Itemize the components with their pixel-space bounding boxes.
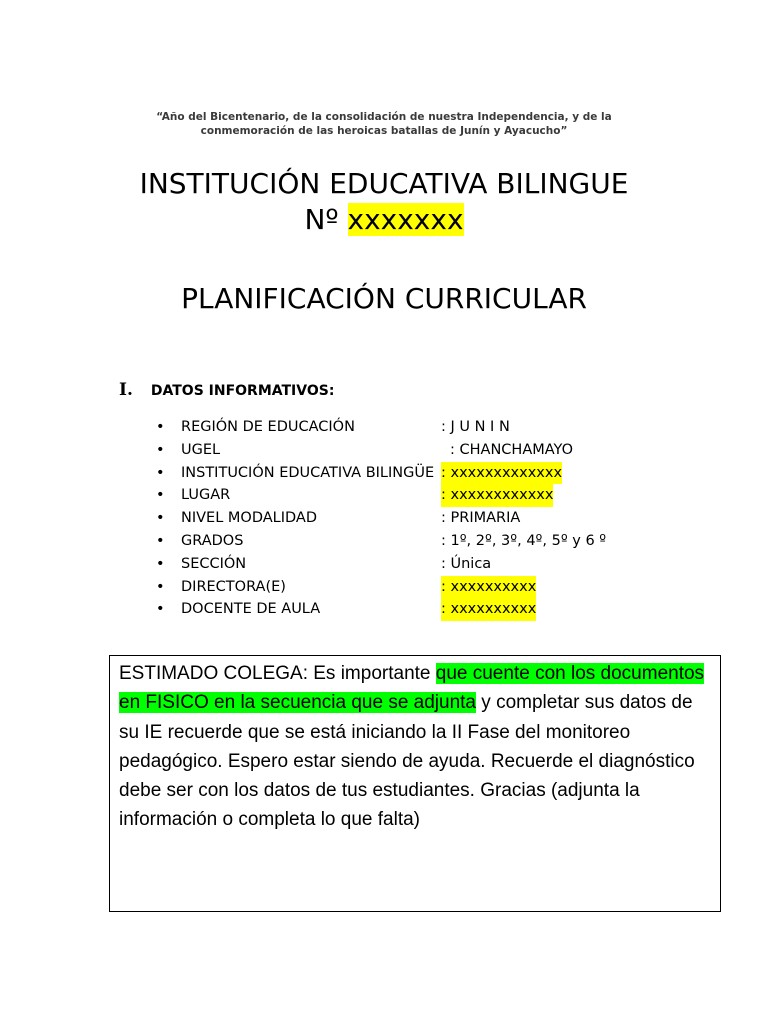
data-value: : xxxxxxxxxx — [441, 576, 536, 599]
list-item — [156, 484, 676, 507]
school-number-prefix: Nº — [304, 203, 348, 236]
bullet-icon: • — [156, 464, 165, 481]
data-list — [156, 416, 676, 621]
data-label: UGEL — [181, 441, 221, 458]
data-label: INSTITUCIÓN EDUCATIVA BILINGÜE — [181, 464, 435, 481]
motto-bold-text: “Año del Bicentenario — [156, 111, 286, 123]
list-item — [156, 553, 676, 576]
header-motto — [120, 110, 648, 138]
list-item — [156, 507, 676, 530]
list-item — [156, 576, 676, 599]
list-item — [156, 462, 676, 485]
data-value: : xxxxxxxxxxxx — [441, 484, 553, 507]
bullet-icon: • — [156, 601, 165, 618]
section-heading — [119, 380, 334, 400]
data-label: SECCIÓN — [181, 555, 247, 572]
notice-text-start: ESTIMADO COLEGA: Es importante — [119, 663, 436, 684]
data-value: : 1º, 2º, 3º, 4º, 5º y 6 º — [441, 532, 607, 549]
data-value: : Única — [441, 555, 492, 572]
data-value: : xxxxxxxxxxxxx — [441, 462, 562, 485]
data-label: GRADOS — [181, 532, 244, 549]
school-title-line1: INSTITUCIÓN EDUCATIVA BILINGUE — [139, 167, 629, 200]
data-label: DIRECTORA(E) — [181, 578, 286, 595]
list-item — [156, 530, 676, 553]
school-number — [0, 202, 768, 238]
list-item — [156, 598, 676, 621]
bullet-icon: • — [156, 532, 165, 549]
notice-box — [109, 655, 721, 912]
list-item — [156, 439, 676, 462]
data-value: : J U N I N — [441, 419, 510, 435]
bullet-icon: • — [156, 487, 165, 504]
school-title — [0, 166, 768, 202]
data-label: NIVEL MODALIDAD — [181, 510, 317, 527]
bullet-icon: • — [156, 419, 165, 435]
bullet-icon: • — [156, 441, 165, 458]
data-value: : CHANCHAMAYO — [450, 441, 574, 458]
document-title: PLANIFICACIÓN CURRICULAR — [181, 282, 587, 315]
motto-line1-rest: , de la consolidación de nuestra Independencia, y de la — [285, 111, 612, 123]
section-number: I. — [119, 380, 133, 400]
bullet-icon: • — [156, 578, 165, 595]
section-title: DATOS INFORMATIVOS: — [150, 383, 335, 399]
data-label: LUGAR — [181, 487, 231, 504]
data-value: : PRIMARIA — [441, 510, 521, 527]
notice-highlight: que cuente con los documentos en FISICO en la secuencia que se adjunta — [119, 663, 705, 714]
bullet-icon: • — [156, 555, 165, 572]
bullet-icon: • — [156, 510, 165, 527]
data-value: : xxxxxxxxxx — [441, 598, 536, 621]
data-label: REGIÓN DE EDUCACIÓN — [181, 419, 355, 435]
data-label: DOCENTE DE AULA — [181, 601, 321, 618]
school-number-value: xxxxxxx — [347, 203, 464, 236]
motto-line2: conmemoración de las heroicas batallas de Junín y Ayacucho” — [200, 125, 568, 137]
list-item — [156, 416, 676, 439]
notice-text-end: y completar sus datos de su IE recuerde que se está iniciando la II Fase del monitoreo pedagógico. Espero estar siendo de ayuda. Recuerde el diagnóstico debe ser con los datos de tus estudiantes. Gracias (adjunta la información o completa lo que falta) — [119, 692, 695, 831]
